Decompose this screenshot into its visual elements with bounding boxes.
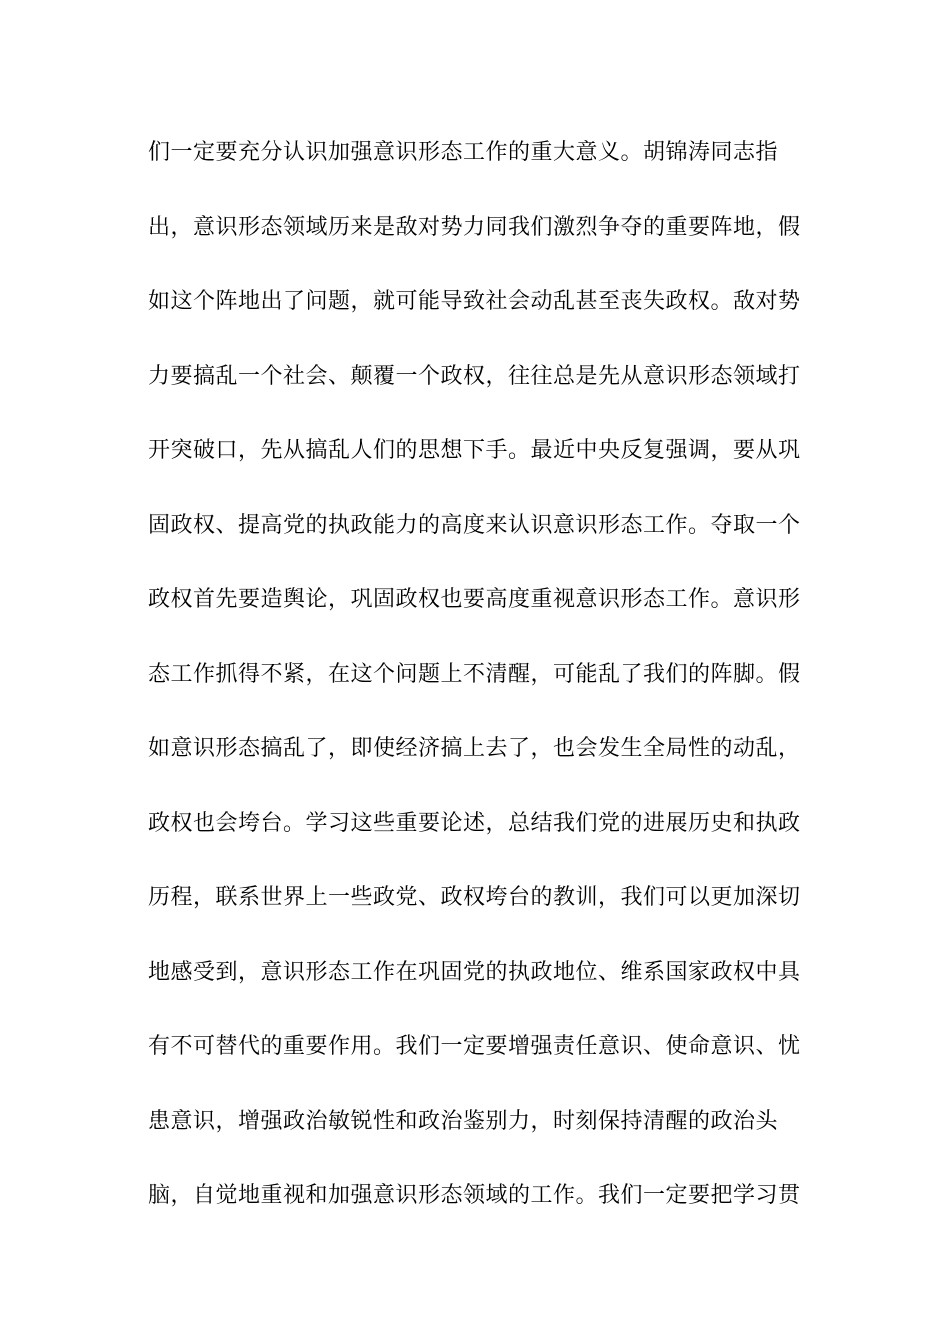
text-line: 态工作抓得不紧，在这个问题上不清醒，可能乱了我们的阵脚。假 bbox=[148, 661, 801, 687]
text-line: 开突破口，先从搞乱人们的思想下手。最近中央反复强调，要从巩 bbox=[148, 438, 801, 463]
text-line: 有不可替代的重要作用。我们一定要增强责任意识、使命意识、忧 bbox=[148, 1034, 801, 1059]
text-line: 们一定要充分认识加强意识形态工作的重大意义。胡锦涛同志指 bbox=[148, 140, 779, 165]
text-line: 出，意识形态领域历来是敌对势力同我们激烈争夺的重要阵地，假 bbox=[148, 214, 801, 240]
body-text bbox=[148, 128, 808, 1246]
text-line: 地感受到，意识形态工作在巩固党的执政地位、维系国家政权中具 bbox=[148, 959, 801, 985]
text-line: 政权也会垮台。学习这些重要论述，总结我们党的进展历史和执政 bbox=[148, 810, 801, 836]
text-line: 如意识形态搞乱了，即使经济搞上去了，也会发生全局性的动乱， bbox=[148, 736, 801, 761]
text-line: 脑，自觉地重视和加强意识形态领域的工作。我们一定要把学习贯 bbox=[148, 1183, 801, 1208]
text-line: 历程，联系世界上一些政党、政权垮台的教训，我们可以更加深切 bbox=[148, 885, 801, 910]
text-line: 固政权、提高党的执政能力的高度来认识意识形态工作。夺取一个 bbox=[148, 512, 801, 538]
text-line: 力要搞乱一个社会、颠覆一个政权，往往总是先从意识形态领域打 bbox=[148, 363, 801, 389]
text-line: 如这个阵地出了问题，就可能导致社会动乱甚至丧失政权。敌对势 bbox=[148, 289, 801, 314]
text-line: 政权首先要造舆论，巩固政权也要高度重视意识形态工作。意识形 bbox=[148, 587, 801, 612]
text-line: 患意识，增强政治敏锐性和政治鉴别力，时刻保持清醒的政治头 bbox=[148, 1108, 779, 1134]
